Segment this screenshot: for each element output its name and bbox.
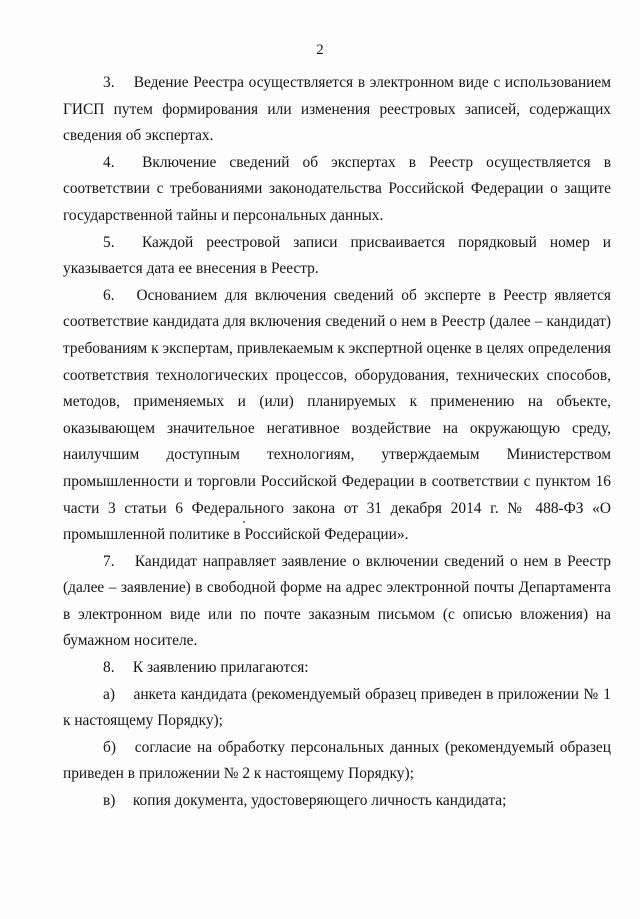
subitem-text: копия документа, удостоверяющего личность кандидата; (132, 792, 507, 810)
paragraph-number: 8. (103, 659, 115, 677)
scan-speck (243, 521, 245, 523)
paragraph-5 (63, 230, 611, 283)
paragraph-number: 7. (103, 552, 115, 570)
paragraph-4 (63, 150, 611, 230)
paragraph-text: Включение сведений об экспертах в Реестр осуществляется в соответствии с требованиями законодательства Российской Федерации о защите государственной тайны и персональных данных. (63, 153, 611, 224)
paragraph-text: К заявлению прилагаются: (132, 659, 309, 677)
document-body (63, 70, 611, 815)
paragraph-number: 3. (103, 74, 115, 91)
subitem-v (63, 788, 611, 815)
subitem-text: анкета кандидата (рекомендуемый образец приведен в приложении № 1 к настоящему Порядку); (63, 685, 611, 730)
subitem-text: согласие на обработку персональных данных (рекомендуемый образец приведен в приложении № 2 к настоящему Порядку); (63, 738, 611, 783)
paragraph-text: Основанием для включения сведений об эксперте в Реестр является соответствие кандидата для включения сведений о нем в Реестр (далее – кандидат) требованиям к экспертам, привлекаемым к экспертной оценке в целях определения соответствия технологических процессов, оборудования, технических способов, методов, применяемых и (или) планируемых к применению на объекте, оказывающем значительное негативное воздействие на окружающую среду, наилучшим доступным технологиям, утверждаемым Министерством промышленности и торговли Российской Федерации в соответствии с пунктом 16 части 3 статьи 6 Федерального закона от 31 декабря 2014 г. № 488-ФЗ «О промышленной политике в Российской Федерации». (63, 286, 611, 544)
subitem-letter: в) (103, 792, 116, 810)
paragraph-6 (63, 283, 611, 549)
paragraph-number: 4. (103, 153, 115, 171)
paragraph-text: Кандидат направляет заявление о включении сведений о нем в Реестр (далее – заявление) в свободной форме на адрес электронной почты Департамента в электронном виде или по почте заказным письмом (с описью вложения) на бумажном носителе. (63, 552, 611, 650)
paragraph-3 (63, 70, 611, 150)
paragraph-text: Каждой реестровой записи присваивается порядковый номер и указывается дата ее внесения в Реестр. (63, 233, 611, 278)
subitem-a (63, 682, 611, 735)
paragraph-7 (63, 549, 611, 655)
paragraph-number: 6. (103, 286, 115, 304)
paragraph-number: 5. (103, 233, 115, 251)
subitem-letter: а) (103, 685, 115, 703)
page-number: 2 (316, 42, 324, 58)
paragraph-text: Ведение Реестра осуществляется в электронном виде с использованием ГИСП путем формирования или изменения реестровых записей, содержащих сведения об экспертах. (63, 74, 611, 145)
subitem-letter: б) (103, 738, 116, 756)
paragraph-8 (63, 655, 611, 682)
subitem-b (63, 735, 611, 788)
